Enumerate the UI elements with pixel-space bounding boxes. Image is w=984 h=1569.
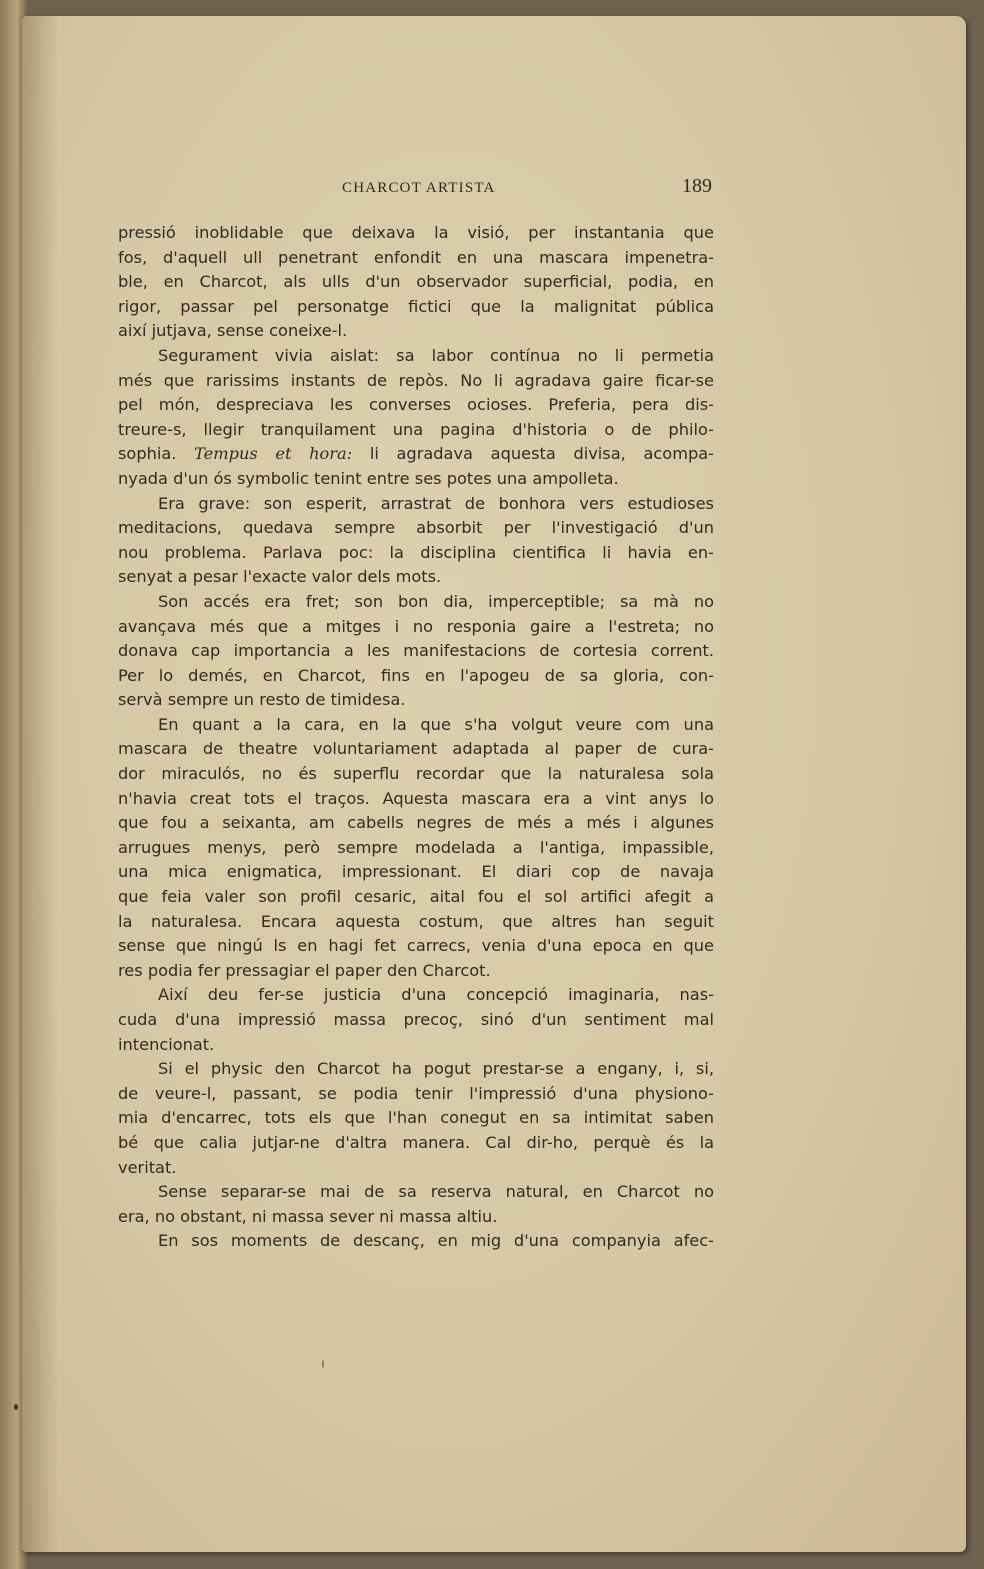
text-line: Per lo demés, en Charcot, fins en l'apogeu de sa gloria, con- — [118, 665, 714, 685]
text-line: Sense separar-se mai de sa reserva natural, en Charcot no — [158, 1182, 714, 1202]
text-line: era, no obstant, ni massa sever ni massa altiu. — [118, 1206, 498, 1226]
text-line: pressió inoblidable que deixava la visió, per instantania que — [118, 223, 714, 242]
page-number: 189 — [682, 175, 712, 197]
text-line: treure-s, llegir tranquilament una pagina d'historia o de philo- — [118, 419, 714, 439]
text-line: rigor, passar pel personatge fictici que la malignitat pública — [118, 296, 714, 316]
text-line: dor miraculós, no és superflu recordar que la naturalesa sola — [118, 764, 714, 784]
text-line: res podia fer pressagiar el paper den Charcot. — [118, 960, 491, 980]
text-line: Era grave: son esperit, arrastrat de bonhora vers estudioses — [158, 493, 714, 513]
text-line: fos, d'aquell ull penetrant enfondit en una mascara impenetra- — [118, 247, 714, 267]
text-line: arrugues menys, però sempre modelada a l'antiga, impassible, — [118, 837, 714, 857]
text-line: Si el physic den Charcot ha pogut prestar-se a engany, i, si, — [158, 1059, 714, 1079]
text-line: donava cap importancia a les manifestacions de cortesia corrent. — [118, 641, 714, 661]
text-line: Son accés era fret; son bon dia, imperceptible; sa mà no — [158, 591, 714, 611]
text-line: En sos moments de descanç, en mig d'una companyia afec- — [158, 1231, 714, 1251]
text-line: sophia. Tempus et hora: li agradava aquesta divisa, acompa- — [118, 444, 714, 464]
text-line: servà sempre un resto de timidesa. — [118, 690, 406, 710]
text-line: pel món, despreciava les converses ocioses. Preferia, pera dis- — [118, 395, 714, 415]
running-head: CHARCOT ARTISTA — [342, 180, 496, 196]
text-line: la naturalesa. Encara aquesta costum, que altres han seguit — [118, 911, 714, 931]
text-line: avançava més que a mitges i no responia gaire a l'estreta; no — [118, 616, 714, 636]
text-line: n'havia creat tots el traços. Aquesta mascara era a vint anys lo — [118, 788, 714, 808]
text-line: Així deu fer-se justicia d'una concepció imaginaria, nas- — [158, 985, 714, 1005]
text-line: més que rarissims instants de repòs. No li agradava gaire ficar-se — [118, 370, 714, 390]
text-line: així jutjava, sense coneixe-l. — [118, 321, 348, 341]
text-line: veritat. — [118, 1157, 177, 1177]
text-line: que feia valer son profil cesaric, aital fou el sol artifici afegit a — [118, 887, 714, 907]
text-line: senyat a pesar l'exacte valor dels mots. — [118, 567, 442, 587]
ink-speck — [14, 1404, 18, 1410]
text-line: meditacions, quedava sempre absorbit per l'investigació d'un — [118, 518, 714, 538]
text-line: Segurament vivia aislat: sa labor contínua no li permetia — [158, 345, 714, 365]
text-line: sense que ningú ls en hagi fet carrecs, venia d'una epoca en que — [118, 936, 714, 956]
text-line: bé que calia jutjar-ne d'altra manera. Cal dir-ho, perquè és la — [118, 1132, 714, 1152]
text-line: una mica enigmatica, impressionant. El diari cop de navaja — [118, 862, 714, 882]
text-line: intencionat. — [118, 1034, 215, 1054]
body-text — [118, 221, 714, 1254]
text-line: de veure-l, passant, se podia tenir l'impressió d'una physiono- — [118, 1083, 714, 1103]
text-line: En quant a la cara, en la que s'ha volgut veure com una — [158, 714, 714, 734]
text-line: mia d'encarrec, tots els que l'han conegut en sa intimitat saben — [118, 1108, 714, 1128]
gutter-shadow — [22, 16, 58, 1552]
text-line: nyada d'un ós symbolic tenint entre ses potes una ampolleta. — [118, 468, 619, 488]
text-line: mascara de theatre voluntariament adaptada al paper de cura- — [118, 739, 714, 759]
text-line: que fou a seixanta, am cabells negres de més a més i algunes — [118, 813, 714, 833]
text-line: ble, en Charcot, als ulls d'un observador superficial, podia, en — [118, 272, 714, 292]
ink-speck — [322, 1360, 324, 1368]
text-line: nou problema. Parlava poc: la disciplina cientifica li havia en- — [118, 542, 714, 562]
text-line: cuda d'una impressió massa precoç, sinó d'un sentiment mal — [118, 1010, 714, 1029]
page-header — [118, 177, 714, 201]
